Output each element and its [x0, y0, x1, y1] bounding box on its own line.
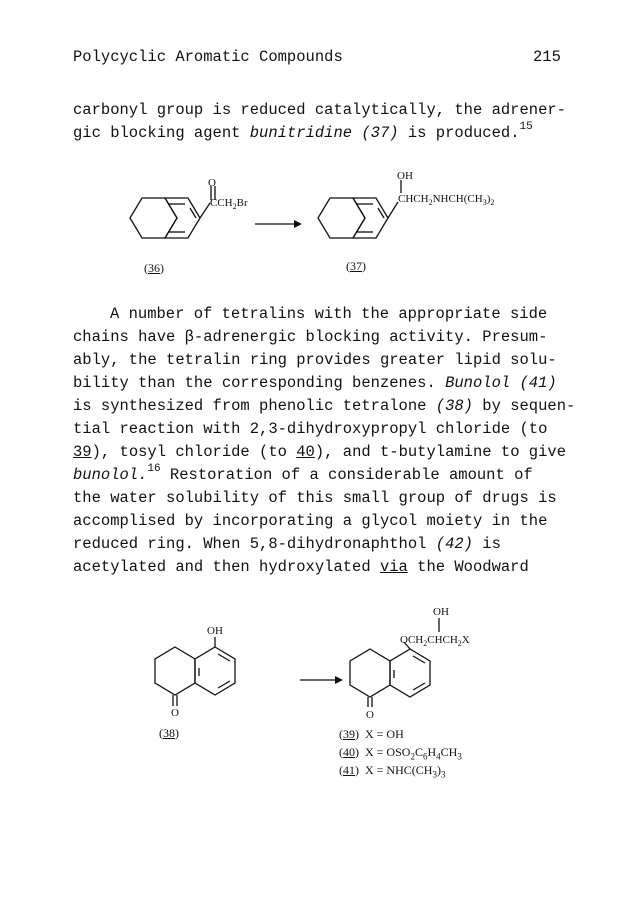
r39-hydroxyl: OH [433, 606, 449, 618]
para2-line7: 39), tosyl chloride (to 40), and t-butylamine to give [73, 443, 567, 461]
r36-oxygen: O [208, 177, 216, 189]
benzene-ring-36 [165, 198, 200, 238]
para2-line11: reduced ring. When 5,8-dihydronaphthol (42) is [73, 535, 501, 553]
para2-line2: chains have β-adrenergic blocking activity. Presum- [73, 328, 548, 346]
footnote-ref: 16 [147, 462, 161, 475]
para2-line3: ably, the tetralin ring provides greater lipid solu- [73, 351, 557, 369]
cyclohexane-ring-38 [155, 647, 195, 695]
cyclohexane-ring-39 [350, 649, 390, 697]
r38-hydroxyl: OH [207, 625, 223, 637]
benzene-ring-37 [353, 198, 388, 238]
benzene-ring-39 [390, 649, 430, 697]
r37-side-chain: $CHCH_2NHCH(CH_3)_2$ [398, 193, 495, 207]
r38-ketone-oxygen: O [171, 707, 179, 719]
para1-line2: gic blocking agent bunitridine (37) is produced.$^{15}$ [73, 120, 533, 142]
running-header: Polycyclic Aromatic Compounds [73, 48, 343, 66]
r37-hydroxyl: OH [397, 170, 413, 182]
para2-line1: A number of tetralins with the appropriate side [110, 305, 548, 323]
footnote-ref: 15 [519, 120, 533, 133]
page-number: 215 [533, 48, 561, 66]
compound-label-39: (39) X = OH [339, 727, 404, 741]
para2-line10: accomplised by incorporating a glycol moiety in the [73, 512, 548, 530]
para1-line1: carbonyl group is reduced catalytically, the adrener- [73, 101, 566, 119]
para2-line6: tial reaction with 2,3-dihydroxypropyl chloride (to [73, 420, 548, 438]
para2-line4: bility than the corresponding benzenes. Bunolol (41) [73, 374, 557, 392]
para2-line9: the water solubility of this small group of drugs is [73, 489, 557, 507]
cyclohexane-ring-37 [318, 198, 365, 238]
r39-ketone-oxygen: O [366, 709, 374, 721]
r36-side-chain: $CCH_2Br$ [210, 197, 248, 211]
compound-label-37: (37) [346, 259, 366, 273]
compound-label-38: (38) [159, 726, 179, 740]
r39-side-chain: $OCH_2CHCH_2X$ [400, 634, 470, 648]
para2-line8: bunolol.$^{16}$ Restoration of a considerable amount of [73, 462, 533, 484]
cyclohexane-ring-36 [130, 198, 177, 238]
benzene-ring-38 [195, 647, 235, 695]
compound-label-36: (36) [144, 261, 164, 275]
compound-label-40: (40) $X = OSO_2C_6H_4CH_3$ [339, 745, 462, 762]
para2-line12: acetylated and then hydroxylated via the Woodward [73, 558, 529, 576]
para2-line5: is synthesized from phenolic tetralone (38) by sequen- [73, 397, 576, 415]
compound-label-41: (41) $X = NHC(CH_3)_3$ [339, 763, 446, 780]
